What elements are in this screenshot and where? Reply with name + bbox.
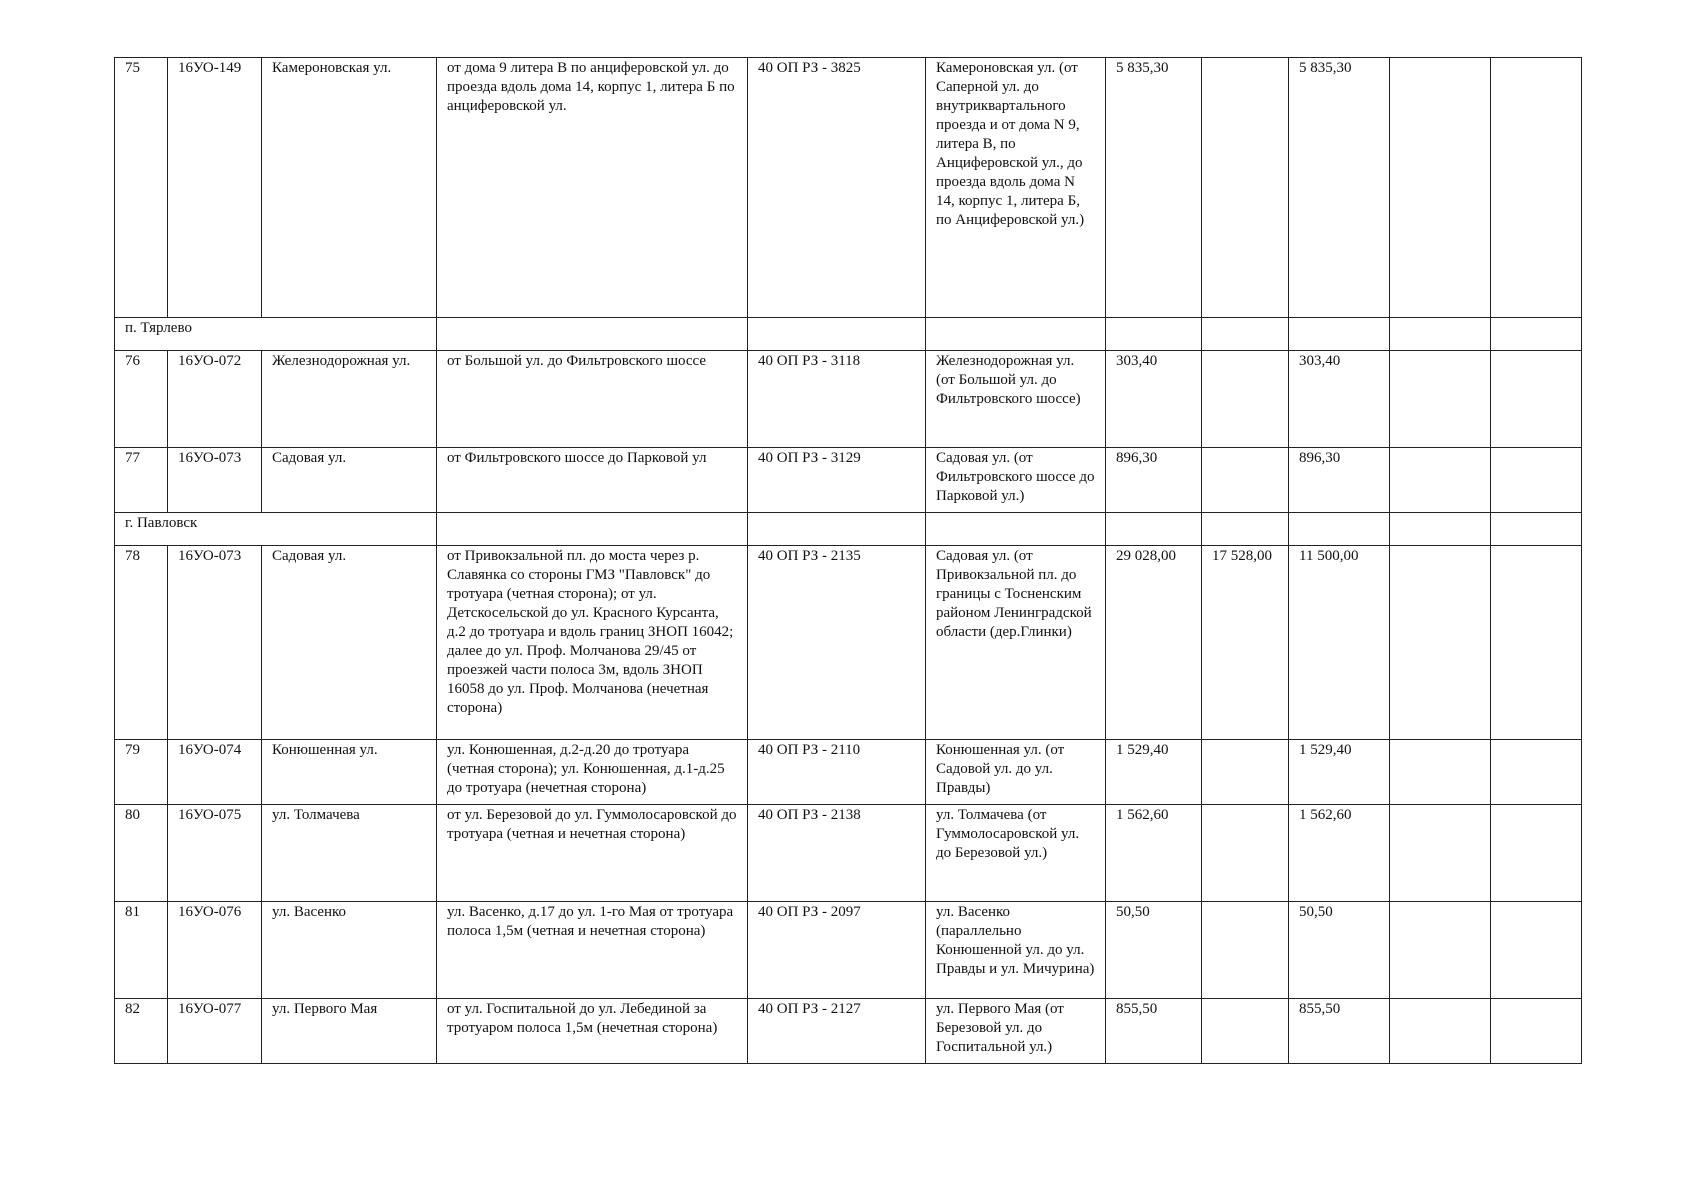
row-number: 75 bbox=[115, 58, 168, 318]
area-total: 1 562,60 bbox=[1106, 805, 1202, 902]
road-description: ул. Первого Мая (от Березовой ул. до Госпитальной ул.) bbox=[926, 999, 1106, 1064]
section-title: п. Тярлево bbox=[115, 318, 437, 351]
area-part-2 bbox=[1202, 351, 1289, 448]
road-id: 40 ОП РЗ - 2110 bbox=[748, 740, 926, 805]
area-description: ул. Конюшенная, д.2-д.20 до тротуара (четная сторона); ул. Конюшенная, д.1-д.25 до тротуара (нечетная сторона) bbox=[437, 740, 748, 805]
section-row bbox=[115, 318, 1582, 351]
row-number: 81 bbox=[115, 902, 168, 999]
road-description: Конюшенная ул. (от Садовой ул. до ул. Правды) bbox=[926, 740, 1106, 805]
empty-cell bbox=[437, 513, 748, 546]
row-number: 76 bbox=[115, 351, 168, 448]
street-name: Садовая ул. bbox=[262, 546, 437, 740]
empty-cell bbox=[1491, 448, 1582, 513]
empty-cell bbox=[1390, 513, 1491, 546]
table-row bbox=[115, 58, 1582, 318]
empty-cell bbox=[1202, 318, 1289, 351]
area-description: от дома 9 литера В по анциферовской ул. до проезда вдоль дома 14, корпус 1, литера Б по анциферовской ул. bbox=[437, 58, 748, 318]
empty-cell bbox=[1390, 805, 1491, 902]
area-total: 5 835,30 bbox=[1106, 58, 1202, 318]
road-description: ул. Васенко (параллельно Конюшенной ул. до ул. Правды и ул. Мичурина) bbox=[926, 902, 1106, 999]
area-description: от ул. Березовой до ул. Гуммолосаровской до тротуара (четная и нечетная сторона) bbox=[437, 805, 748, 902]
area-part-2 bbox=[1202, 999, 1289, 1064]
empty-cell bbox=[1390, 318, 1491, 351]
road-id: 40 ОП РЗ - 2127 bbox=[748, 999, 926, 1064]
empty-cell bbox=[1491, 740, 1582, 805]
street-name: Конюшенная ул. bbox=[262, 740, 437, 805]
empty-cell bbox=[1390, 999, 1491, 1064]
area-part-3: 1 529,40 bbox=[1289, 740, 1390, 805]
empty-cell bbox=[1491, 999, 1582, 1064]
road-id: 40 ОП РЗ - 3129 bbox=[748, 448, 926, 513]
row-number: 78 bbox=[115, 546, 168, 740]
street-name: Садовая ул. bbox=[262, 448, 437, 513]
area-total: 50,50 bbox=[1106, 902, 1202, 999]
empty-cell bbox=[1491, 546, 1582, 740]
empty-cell bbox=[1390, 351, 1491, 448]
object-code: 16УО-074 bbox=[168, 740, 262, 805]
area-description: от Большой ул. до Фильтровского шоссе bbox=[437, 351, 748, 448]
street-name: Камероновская ул. bbox=[262, 58, 437, 318]
road-id: 40 ОП РЗ - 3825 bbox=[748, 58, 926, 318]
area-part-2: 17 528,00 bbox=[1202, 546, 1289, 740]
road-id: 40 ОП РЗ - 2097 bbox=[748, 902, 926, 999]
area-part-2 bbox=[1202, 448, 1289, 513]
area-total: 29 028,00 bbox=[1106, 546, 1202, 740]
roads-table bbox=[114, 57, 1582, 1064]
empty-cell bbox=[1491, 902, 1582, 999]
row-number: 79 bbox=[115, 740, 168, 805]
area-part-2 bbox=[1202, 740, 1289, 805]
table-row bbox=[115, 740, 1582, 805]
street-name: Железнодорожная ул. bbox=[262, 351, 437, 448]
area-total: 896,30 bbox=[1106, 448, 1202, 513]
street-name: ул. Толмачева bbox=[262, 805, 437, 902]
road-id: 40 ОП РЗ - 2138 bbox=[748, 805, 926, 902]
object-code: 16УО-073 bbox=[168, 448, 262, 513]
table-row bbox=[115, 805, 1582, 902]
empty-cell bbox=[1106, 318, 1202, 351]
empty-cell bbox=[1106, 513, 1202, 546]
table-row bbox=[115, 351, 1582, 448]
empty-cell bbox=[1491, 318, 1582, 351]
row-number: 80 bbox=[115, 805, 168, 902]
area-total: 303,40 bbox=[1106, 351, 1202, 448]
area-part-2 bbox=[1202, 902, 1289, 999]
area-description: от ул. Госпитальной до ул. Лебединой за тротуаром полоса 1,5м (нечетная сторона) bbox=[437, 999, 748, 1064]
empty-cell bbox=[1390, 902, 1491, 999]
empty-cell bbox=[926, 318, 1106, 351]
area-part-3: 303,40 bbox=[1289, 351, 1390, 448]
area-part-2 bbox=[1202, 805, 1289, 902]
object-code: 16УО-149 bbox=[168, 58, 262, 318]
area-part-2 bbox=[1202, 58, 1289, 318]
empty-cell bbox=[748, 318, 926, 351]
table-row bbox=[115, 546, 1582, 740]
road-description: Железнодорожная ул. (от Большой ул. до Фильтровского шоссе) bbox=[926, 351, 1106, 448]
object-code: 16УО-075 bbox=[168, 805, 262, 902]
area-description: ул. Васенко, д.17 до ул. 1-го Мая от тротуара полоса 1,5м (четная и нечетная сторона) bbox=[437, 902, 748, 999]
area-description: от Фильтровского шоссе до Парковой ул bbox=[437, 448, 748, 513]
road-description: Камероновская ул. (от Саперной ул. до внутриквартального проезда и от дома N 9, литера В, по Анциферовской ул., до проезда вдоль дома N 14, корпус 1, литера Б, по Анциферовской ул.) bbox=[926, 58, 1106, 318]
road-description: Садовая ул. (от Привокзальной пл. до границы с Тосненским районом Ленинградской области (дер.Глинки) bbox=[926, 546, 1106, 740]
area-total: 855,50 bbox=[1106, 999, 1202, 1064]
table-row bbox=[115, 999, 1582, 1064]
road-id: 40 ОП РЗ - 2135 bbox=[748, 546, 926, 740]
empty-cell bbox=[1491, 513, 1582, 546]
area-part-3: 1 562,60 bbox=[1289, 805, 1390, 902]
row-number: 77 bbox=[115, 448, 168, 513]
area-description: от Привокзальной пл. до моста через р. Славянка со стороны ГМЗ "Павловск" до тротуара (четная сторона); от ул. Детскосельской до ул. Красного Курсанта, д.2 до тротуара и вдоль границ ЗНОП 16042; далее до ул. Проф. Молчанова 29/45 от проезжей части полоса 3м, вдоль ЗНОП 16058 до ул. Проф. Молчанова (нечетная сторона) bbox=[437, 546, 748, 740]
empty-cell bbox=[1390, 546, 1491, 740]
section-row bbox=[115, 513, 1582, 546]
empty-cell bbox=[437, 318, 748, 351]
empty-cell bbox=[1289, 513, 1390, 546]
empty-cell bbox=[1491, 58, 1582, 318]
object-code: 16УО-076 bbox=[168, 902, 262, 999]
object-code: 16УО-072 bbox=[168, 351, 262, 448]
empty-cell bbox=[1202, 513, 1289, 546]
area-part-3: 50,50 bbox=[1289, 902, 1390, 999]
area-part-3: 855,50 bbox=[1289, 999, 1390, 1064]
area-total: 1 529,40 bbox=[1106, 740, 1202, 805]
empty-cell bbox=[1491, 805, 1582, 902]
empty-cell bbox=[1289, 318, 1390, 351]
street-name: ул. Васенко bbox=[262, 902, 437, 999]
empty-cell bbox=[926, 513, 1106, 546]
area-part-3: 896,30 bbox=[1289, 448, 1390, 513]
road-id: 40 ОП РЗ - 3118 bbox=[748, 351, 926, 448]
empty-cell bbox=[1491, 351, 1582, 448]
row-number: 82 bbox=[115, 999, 168, 1064]
object-code: 16УО-073 bbox=[168, 546, 262, 740]
area-part-3: 11 500,00 bbox=[1289, 546, 1390, 740]
empty-cell bbox=[1390, 448, 1491, 513]
section-title: г. Павловск bbox=[115, 513, 437, 546]
table-row bbox=[115, 902, 1582, 999]
table-row bbox=[115, 448, 1582, 513]
street-name: ул. Первого Мая bbox=[262, 999, 437, 1064]
area-part-3: 5 835,30 bbox=[1289, 58, 1390, 318]
empty-cell bbox=[1390, 58, 1491, 318]
road-description: Садовая ул. (от Фильтровского шоссе до Парковой ул.) bbox=[926, 448, 1106, 513]
empty-cell bbox=[1390, 740, 1491, 805]
road-description: ул. Толмачева (от Гуммолосаровской ул. до Березовой ул.) bbox=[926, 805, 1106, 902]
empty-cell bbox=[748, 513, 926, 546]
object-code: 16УО-077 bbox=[168, 999, 262, 1064]
